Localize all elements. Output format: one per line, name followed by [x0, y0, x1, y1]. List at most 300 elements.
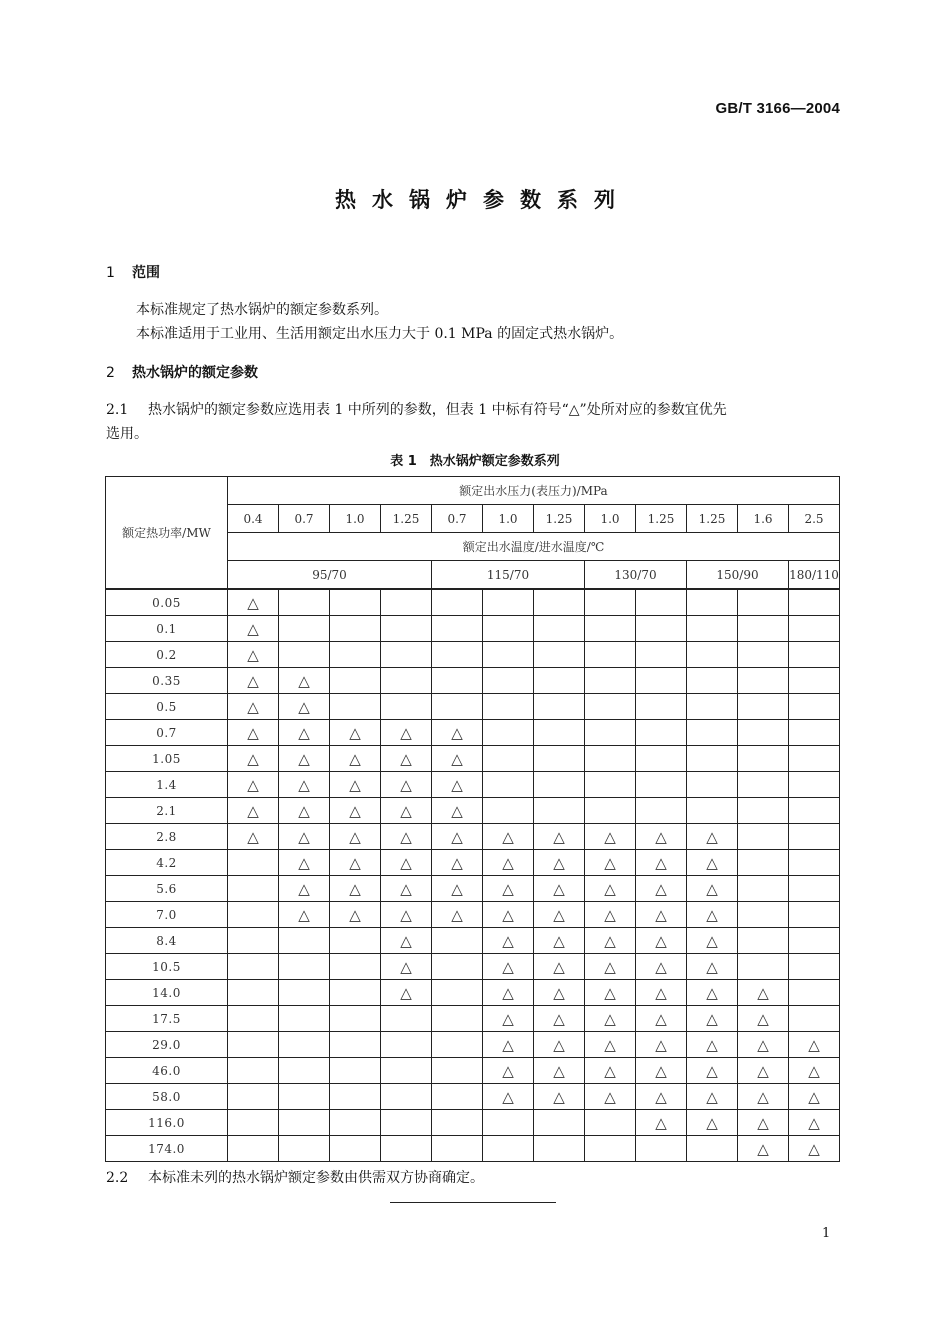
empty-cell — [432, 616, 483, 642]
section-1-title: 范围 — [132, 265, 160, 281]
empty-cell — [687, 1136, 738, 1162]
empty-cell — [636, 772, 687, 798]
empty-cell — [534, 798, 585, 824]
recommended-mark-cell: △ — [381, 798, 432, 824]
empty-cell — [585, 616, 636, 642]
recommended-mark-cell: △ — [279, 824, 330, 850]
recommended-mark-cell: △ — [636, 850, 687, 876]
recommended-mark-cell: △ — [228, 798, 279, 824]
table-row — [106, 772, 840, 798]
empty-cell — [636, 1136, 687, 1162]
empty-cell — [687, 616, 738, 642]
empty-cell — [330, 1006, 381, 1032]
recommended-mark-cell: △ — [636, 1084, 687, 1110]
empty-cell — [483, 772, 534, 798]
pressure-cell: 1.25 — [636, 505, 687, 533]
empty-cell — [789, 850, 840, 876]
recommended-mark-cell: △ — [228, 642, 279, 668]
recommended-mark-cell: △ — [228, 746, 279, 772]
recommended-mark-cell: △ — [381, 876, 432, 902]
recommended-mark-cell: △ — [279, 850, 330, 876]
empty-cell — [738, 642, 789, 668]
empty-cell — [687, 720, 738, 746]
recommended-mark-cell: △ — [381, 902, 432, 928]
empty-cell — [483, 798, 534, 824]
empty-cell — [534, 720, 585, 746]
recommended-mark-cell: △ — [483, 928, 534, 954]
empty-cell — [585, 642, 636, 668]
section-2-title: 热水锅炉的额定参数 — [132, 365, 258, 381]
empty-cell — [279, 928, 330, 954]
recommended-mark-cell: △ — [738, 1084, 789, 1110]
pressure-cell: 1.25 — [381, 505, 432, 533]
recommended-mark-cell: △ — [687, 1084, 738, 1110]
pressure-cell: 1.0 — [330, 505, 381, 533]
empty-cell — [381, 1058, 432, 1084]
power-cell: 58.0 — [106, 1084, 228, 1110]
power-cell: 17.5 — [106, 1006, 228, 1032]
empty-cell — [432, 954, 483, 980]
recommended-mark-cell: △ — [228, 694, 279, 720]
table-body — [106, 589, 840, 1162]
power-cell: 0.7 — [106, 720, 228, 746]
table-row — [106, 850, 840, 876]
empty-cell — [738, 850, 789, 876]
empty-cell — [483, 668, 534, 694]
empty-cell — [789, 616, 840, 642]
empty-cell — [585, 720, 636, 746]
empty-cell — [381, 589, 432, 616]
recommended-mark-cell: △ — [483, 980, 534, 1006]
recommended-mark-cell: △ — [687, 850, 738, 876]
recommended-mark-cell: △ — [381, 746, 432, 772]
table-row — [106, 589, 840, 616]
empty-cell — [381, 642, 432, 668]
recommended-mark-cell: △ — [636, 928, 687, 954]
recommended-mark-cell: △ — [789, 1110, 840, 1136]
empty-cell — [534, 694, 585, 720]
empty-cell — [279, 1058, 330, 1084]
recommended-mark-cell: △ — [330, 746, 381, 772]
empty-cell — [738, 589, 789, 616]
temperature-header-cell: 额定出水温度/进水温度/℃ — [228, 533, 840, 561]
empty-cell — [483, 694, 534, 720]
empty-cell — [789, 772, 840, 798]
recommended-mark-cell: △ — [738, 1110, 789, 1136]
section-2-number: 2 — [106, 365, 115, 381]
recommended-mark-cell: △ — [279, 798, 330, 824]
empty-cell — [228, 1136, 279, 1162]
empty-cell — [228, 1058, 279, 1084]
table-row — [106, 902, 840, 928]
empty-cell — [279, 1084, 330, 1110]
empty-cell — [432, 928, 483, 954]
power-cell: 2.1 — [106, 798, 228, 824]
power-cell: 174.0 — [106, 1136, 228, 1162]
boiler-parameters-table — [105, 476, 840, 1162]
table-row — [106, 616, 840, 642]
empty-cell — [330, 1032, 381, 1058]
recommended-mark-cell: △ — [789, 1084, 840, 1110]
recommended-mark-cell: △ — [228, 772, 279, 798]
empty-cell — [738, 694, 789, 720]
empty-cell — [432, 1084, 483, 1110]
temperature-group-cell: 150/90 — [687, 561, 789, 590]
power-cell: 1.4 — [106, 772, 228, 798]
recommended-mark-cell: △ — [381, 720, 432, 746]
empty-cell — [330, 1084, 381, 1110]
empty-cell — [330, 1058, 381, 1084]
empty-cell — [789, 980, 840, 1006]
clause-2-1 — [106, 397, 846, 423]
power-cell: 46.0 — [106, 1058, 228, 1084]
empty-cell — [432, 642, 483, 668]
clause-2-2 — [106, 1165, 484, 1191]
empty-cell — [789, 798, 840, 824]
recommended-mark-cell: △ — [687, 876, 738, 902]
power-cell: 1.05 — [106, 746, 228, 772]
recommended-mark-cell: △ — [483, 876, 534, 902]
temperature-group-cell: 115/70 — [432, 561, 585, 590]
table-row — [106, 1136, 840, 1162]
empty-cell — [789, 746, 840, 772]
empty-cell — [534, 746, 585, 772]
clause-2-2-text: 本标准未列的热水锅炉额定参数由供需双方协商确定。 — [148, 1170, 484, 1186]
table-row — [106, 1058, 840, 1084]
temperature-group-cell: 180/110 — [789, 561, 840, 590]
empty-cell — [687, 694, 738, 720]
recommended-mark-cell: △ — [483, 1032, 534, 1058]
empty-cell — [432, 668, 483, 694]
recommended-mark-cell: △ — [228, 616, 279, 642]
empty-cell — [534, 642, 585, 668]
empty-cell — [585, 1136, 636, 1162]
empty-cell — [789, 589, 840, 616]
empty-cell — [738, 720, 789, 746]
recommended-mark-cell: △ — [585, 980, 636, 1006]
empty-cell — [330, 642, 381, 668]
recommended-mark-cell: △ — [381, 850, 432, 876]
recommended-mark-cell: △ — [636, 954, 687, 980]
table-row — [106, 642, 840, 668]
recommended-mark-cell: △ — [534, 954, 585, 980]
empty-cell — [738, 902, 789, 928]
table-row — [106, 1032, 840, 1058]
table-row — [106, 746, 840, 772]
empty-cell — [483, 589, 534, 616]
recommended-mark-cell: △ — [687, 1032, 738, 1058]
empty-cell — [330, 694, 381, 720]
recommended-mark-cell: △ — [687, 980, 738, 1006]
recommended-mark-cell: △ — [636, 1058, 687, 1084]
recommended-mark-cell: △ — [534, 928, 585, 954]
recommended-mark-cell: △ — [483, 850, 534, 876]
power-cell: 29.0 — [106, 1032, 228, 1058]
recommended-mark-cell: △ — [585, 1084, 636, 1110]
pressure-cell: 0.7 — [432, 505, 483, 533]
recommended-mark-cell: △ — [636, 1006, 687, 1032]
pressure-header-cell: 额定出水压力(表压力)/MPa — [228, 477, 840, 505]
empty-cell — [228, 1110, 279, 1136]
recommended-mark-cell: △ — [279, 694, 330, 720]
empty-cell — [534, 1136, 585, 1162]
recommended-mark-cell: △ — [636, 876, 687, 902]
empty-cell — [381, 1110, 432, 1136]
section-1-number: 1 — [106, 265, 115, 281]
power-cell: 14.0 — [106, 980, 228, 1006]
empty-cell — [738, 772, 789, 798]
empty-cell — [789, 1006, 840, 1032]
empty-cell — [228, 954, 279, 980]
empty-cell — [738, 798, 789, 824]
recommended-mark-cell: △ — [432, 720, 483, 746]
recommended-mark-cell: △ — [330, 720, 381, 746]
table-row — [106, 798, 840, 824]
empty-cell — [330, 589, 381, 616]
table-row — [106, 720, 840, 746]
recommended-mark-cell: △ — [279, 668, 330, 694]
recommended-mark-cell: △ — [687, 902, 738, 928]
recommended-mark-cell: △ — [483, 1058, 534, 1084]
empty-cell — [534, 1110, 585, 1136]
recommended-mark-cell: △ — [228, 668, 279, 694]
table-row — [106, 1110, 840, 1136]
recommended-mark-cell: △ — [585, 954, 636, 980]
empty-cell — [279, 642, 330, 668]
empty-cell — [381, 1084, 432, 1110]
recommended-mark-cell: △ — [432, 876, 483, 902]
empty-cell — [228, 1032, 279, 1058]
empty-cell — [432, 980, 483, 1006]
recommended-mark-cell: △ — [228, 824, 279, 850]
empty-cell — [687, 642, 738, 668]
section-1-paragraph-1: 本标准规定了热水锅炉的额定参数系列。 — [136, 302, 388, 318]
empty-cell — [432, 1032, 483, 1058]
empty-cell — [585, 668, 636, 694]
empty-cell — [585, 798, 636, 824]
recommended-mark-cell: △ — [534, 902, 585, 928]
recommended-mark-cell: △ — [330, 876, 381, 902]
empty-cell — [228, 928, 279, 954]
recommended-mark-cell: △ — [228, 589, 279, 616]
empty-cell — [534, 772, 585, 798]
recommended-mark-cell: △ — [279, 720, 330, 746]
empty-cell — [789, 824, 840, 850]
empty-cell — [330, 1110, 381, 1136]
empty-cell — [381, 668, 432, 694]
empty-cell — [585, 589, 636, 616]
pressure-cell: 1.6 — [738, 505, 789, 533]
empty-cell — [738, 746, 789, 772]
recommended-mark-cell: △ — [585, 902, 636, 928]
power-cell: 8.4 — [106, 928, 228, 954]
empty-cell — [636, 642, 687, 668]
recommended-mark-cell: △ — [432, 798, 483, 824]
recommended-mark-cell: △ — [432, 824, 483, 850]
clause-2-1-number: 2.1 — [106, 402, 129, 418]
recommended-mark-cell: △ — [279, 746, 330, 772]
empty-cell — [789, 668, 840, 694]
recommended-mark-cell: △ — [381, 928, 432, 954]
recommended-mark-cell: △ — [687, 928, 738, 954]
standard-number: GB/T 3166—2004 — [715, 100, 840, 117]
empty-cell — [738, 876, 789, 902]
power-cell: 10.5 — [106, 954, 228, 980]
empty-cell — [381, 1006, 432, 1032]
empty-cell — [228, 902, 279, 928]
recommended-mark-cell: △ — [789, 1136, 840, 1162]
empty-cell — [687, 798, 738, 824]
recommended-mark-cell: △ — [636, 824, 687, 850]
table-header-row-pressure-title — [106, 477, 840, 505]
empty-cell — [483, 1110, 534, 1136]
empty-cell — [789, 954, 840, 980]
empty-cell — [279, 589, 330, 616]
recommended-mark-cell: △ — [330, 798, 381, 824]
recommended-mark-cell: △ — [738, 1006, 789, 1032]
empty-cell — [636, 694, 687, 720]
pressure-cell: 1.0 — [585, 505, 636, 533]
page-number: 1 — [822, 1226, 831, 1241]
clause-2-1-text-line2: 选用。 — [106, 426, 148, 442]
empty-cell — [432, 694, 483, 720]
empty-cell — [738, 616, 789, 642]
empty-cell — [228, 1084, 279, 1110]
empty-cell — [279, 1032, 330, 1058]
recommended-mark-cell: △ — [279, 876, 330, 902]
empty-cell — [483, 1136, 534, 1162]
empty-cell — [636, 746, 687, 772]
pressure-cell: 2.5 — [789, 505, 840, 533]
empty-cell — [381, 694, 432, 720]
recommended-mark-cell: △ — [738, 1058, 789, 1084]
power-cell: 2.8 — [106, 824, 228, 850]
power-cell: 0.1 — [106, 616, 228, 642]
empty-cell — [789, 928, 840, 954]
recommended-mark-cell: △ — [636, 980, 687, 1006]
empty-cell — [789, 642, 840, 668]
recommended-mark-cell: △ — [738, 1032, 789, 1058]
power-cell: 7.0 — [106, 902, 228, 928]
recommended-mark-cell: △ — [534, 850, 585, 876]
row-header-cell: 额定热功率/MW — [106, 477, 228, 590]
table-row — [106, 980, 840, 1006]
table-row — [106, 1006, 840, 1032]
recommended-mark-cell: △ — [381, 824, 432, 850]
recommended-mark-cell: △ — [483, 1006, 534, 1032]
recommended-mark-cell: △ — [330, 824, 381, 850]
empty-cell — [432, 1058, 483, 1084]
recommended-mark-cell: △ — [381, 954, 432, 980]
empty-cell — [789, 876, 840, 902]
empty-cell — [432, 1110, 483, 1136]
recommended-mark-cell: △ — [381, 980, 432, 1006]
recommended-mark-cell: △ — [585, 824, 636, 850]
recommended-mark-cell: △ — [381, 772, 432, 798]
recommended-mark-cell: △ — [228, 720, 279, 746]
recommended-mark-cell: △ — [483, 954, 534, 980]
recommended-mark-cell: △ — [279, 772, 330, 798]
empty-cell — [687, 746, 738, 772]
empty-cell — [228, 980, 279, 1006]
empty-cell — [381, 616, 432, 642]
recommended-mark-cell: △ — [534, 876, 585, 902]
empty-cell — [330, 980, 381, 1006]
empty-cell — [789, 694, 840, 720]
empty-cell — [432, 1136, 483, 1162]
recommended-mark-cell: △ — [687, 1058, 738, 1084]
empty-cell — [279, 616, 330, 642]
recommended-mark-cell: △ — [534, 1058, 585, 1084]
recommended-mark-cell: △ — [687, 1006, 738, 1032]
recommended-mark-cell: △ — [585, 928, 636, 954]
recommended-mark-cell: △ — [636, 902, 687, 928]
empty-cell — [228, 850, 279, 876]
pressure-cell: 1.0 — [483, 505, 534, 533]
empty-cell — [279, 1006, 330, 1032]
empty-cell — [330, 668, 381, 694]
temperature-group-cell: 95/70 — [228, 561, 432, 590]
empty-cell — [279, 1136, 330, 1162]
empty-cell — [585, 746, 636, 772]
pressure-cell: 0.4 — [228, 505, 279, 533]
empty-cell — [738, 928, 789, 954]
recommended-mark-cell: △ — [330, 902, 381, 928]
empty-cell — [585, 694, 636, 720]
recommended-mark-cell: △ — [687, 824, 738, 850]
power-cell: 0.5 — [106, 694, 228, 720]
recommended-mark-cell: △ — [585, 850, 636, 876]
recommended-mark-cell: △ — [738, 1136, 789, 1162]
empty-cell — [636, 589, 687, 616]
table-caption: 表 1 热水锅炉额定参数系列 — [390, 454, 560, 469]
section-2-heading — [106, 362, 258, 382]
recommended-mark-cell: △ — [279, 902, 330, 928]
recommended-mark-cell: △ — [789, 1032, 840, 1058]
empty-cell — [381, 1136, 432, 1162]
power-cell: 0.05 — [106, 589, 228, 616]
empty-cell — [432, 589, 483, 616]
table-row — [106, 694, 840, 720]
recommended-mark-cell: △ — [432, 902, 483, 928]
power-cell: 116.0 — [106, 1110, 228, 1136]
empty-cell — [534, 616, 585, 642]
recommended-mark-cell: △ — [534, 1006, 585, 1032]
empty-cell — [279, 980, 330, 1006]
recommended-mark-cell: △ — [687, 954, 738, 980]
pressure-cell: 1.25 — [534, 505, 585, 533]
recommended-mark-cell: △ — [432, 850, 483, 876]
empty-cell — [585, 772, 636, 798]
recommended-mark-cell: △ — [330, 772, 381, 798]
empty-cell — [687, 668, 738, 694]
recommended-mark-cell: △ — [432, 772, 483, 798]
pressure-cell: 1.25 — [687, 505, 738, 533]
empty-cell — [636, 668, 687, 694]
empty-cell — [738, 824, 789, 850]
empty-cell — [330, 954, 381, 980]
table-row — [106, 928, 840, 954]
table-row — [106, 1084, 840, 1110]
recommended-mark-cell: △ — [585, 1006, 636, 1032]
empty-cell — [789, 902, 840, 928]
recommended-mark-cell: △ — [585, 876, 636, 902]
section-1-paragraph-2: 本标准适用于工业用、生活用额定出水压力大于 0.1 MPa 的固定式热水锅炉。 — [136, 326, 624, 342]
recommended-mark-cell: △ — [585, 1032, 636, 1058]
power-cell: 4.2 — [106, 850, 228, 876]
empty-cell — [636, 720, 687, 746]
empty-cell — [585, 1110, 636, 1136]
